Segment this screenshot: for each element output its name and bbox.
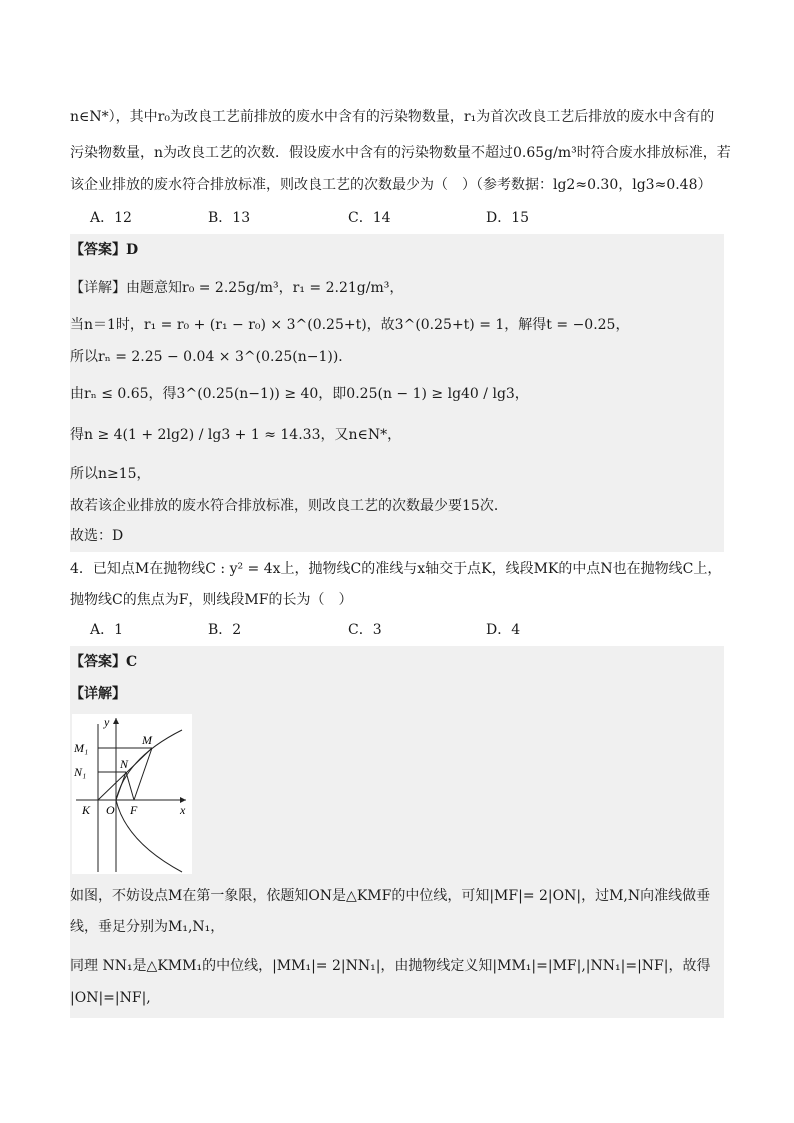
q3-line-3: 该企业排放的废水符合排放标准，则改良工艺的次数最少为（ ）（参考数据：lg2≈0.30，lg3≈0.48） xyxy=(70,177,712,193)
q3-answer: 【答案】D xyxy=(70,242,139,258)
q4-explain-2: 线，垂足分别为M₁,N₁， xyxy=(70,919,225,935)
label-k: K xyxy=(82,803,91,817)
label-x: x xyxy=(180,803,186,817)
q3-detail-5: 得n ≥ 4(1 + 2lg2) / lg3 + 1 ≈ 14.33，又n∈N*， xyxy=(70,427,402,443)
q4-option-a: A．1 xyxy=(90,622,124,638)
q3-detail-7: 故若该企业排放的废水符合排放标准，则改良工艺的次数最少要15次． xyxy=(70,498,508,514)
q4-option-d: D．4 xyxy=(486,622,521,638)
q3-line-2: 污染物数量，n为改良工艺的次数．假设废水中含有的污染物数量不超过0.65g/m³时符合废水排放标准，若 xyxy=(70,145,731,161)
q3-option-b: B．13 xyxy=(208,210,251,226)
parabola-figure xyxy=(72,714,192,874)
q3-detail-3: 所以rₙ = 2.25 − 0.04 × 3^(0.25(n−1))． xyxy=(70,349,353,365)
label-m1: M₁ xyxy=(74,741,89,755)
q3-detail-8: 故选：D xyxy=(70,528,124,544)
label-f: F xyxy=(130,803,138,817)
label-n1: N₁ xyxy=(74,765,87,779)
q4-line-1: 4．已知点M在抛物线C : y² = 4x上，抛物线C的准线与x轴交于点K，线段MK的中点N也在抛物线C上， xyxy=(70,561,722,577)
q4-answer: 【答案】C xyxy=(70,654,138,670)
label-n: N xyxy=(120,757,129,771)
q4-explain-4: |ON|=|NF|, xyxy=(70,990,151,1006)
q3-detail-1: 【详解】由题意知r₀ = 2.25g/m³，r₁ = 2.21g/m³， xyxy=(70,280,404,296)
q4-option-b: B．2 xyxy=(208,622,242,638)
q3-option-d: D．15 xyxy=(486,210,530,226)
q4-explain-3: 同理 NN₁是△KMM₁的中位线，|MM₁|= 2|NN₁|，由抛物线定义知|MM₁|=|MF|,|NN₁|=|NF|，故得 xyxy=(70,958,711,974)
label-m: M xyxy=(142,733,152,747)
label-y: y xyxy=(104,715,110,729)
q3-detail-4: 由rₙ ≤ 0.65，得3^(0.25(n−1)) ≥ 40，即0.25(n − 1) ≥ lg40 / lg3， xyxy=(70,386,529,402)
q4-line-2: 抛物线C的焦点为F，则线段MF的长为（ ） xyxy=(70,592,353,608)
q3-detail-6: 所以n≥15， xyxy=(70,466,151,482)
q4-detail-label: 【详解】 xyxy=(70,686,126,702)
q3-option-a: A．12 xyxy=(90,210,132,226)
q4-option-c: C．3 xyxy=(348,622,382,638)
q4-explain-1: 如图，不妨设点M在第一象限，依题知ON是△KMF的中位线，可知|MF|= 2|ON|，过M,N向准线做垂 xyxy=(70,888,711,904)
q3-line-1: n∈N*），其中r₀为改良工艺前排放的废水中含有的污染物数量，r₁为首次改良工艺后排放的废水中含有的 xyxy=(70,109,715,125)
q3-detail-2: 当n＝1时，r₁ = r₀ + (r₁ − r₀) × 3^(0.25+t)，故3^(0.25+t) = 1，解得t = −0.25， xyxy=(70,317,630,333)
label-o: O xyxy=(106,803,115,817)
q3-option-c: C．14 xyxy=(348,210,391,226)
